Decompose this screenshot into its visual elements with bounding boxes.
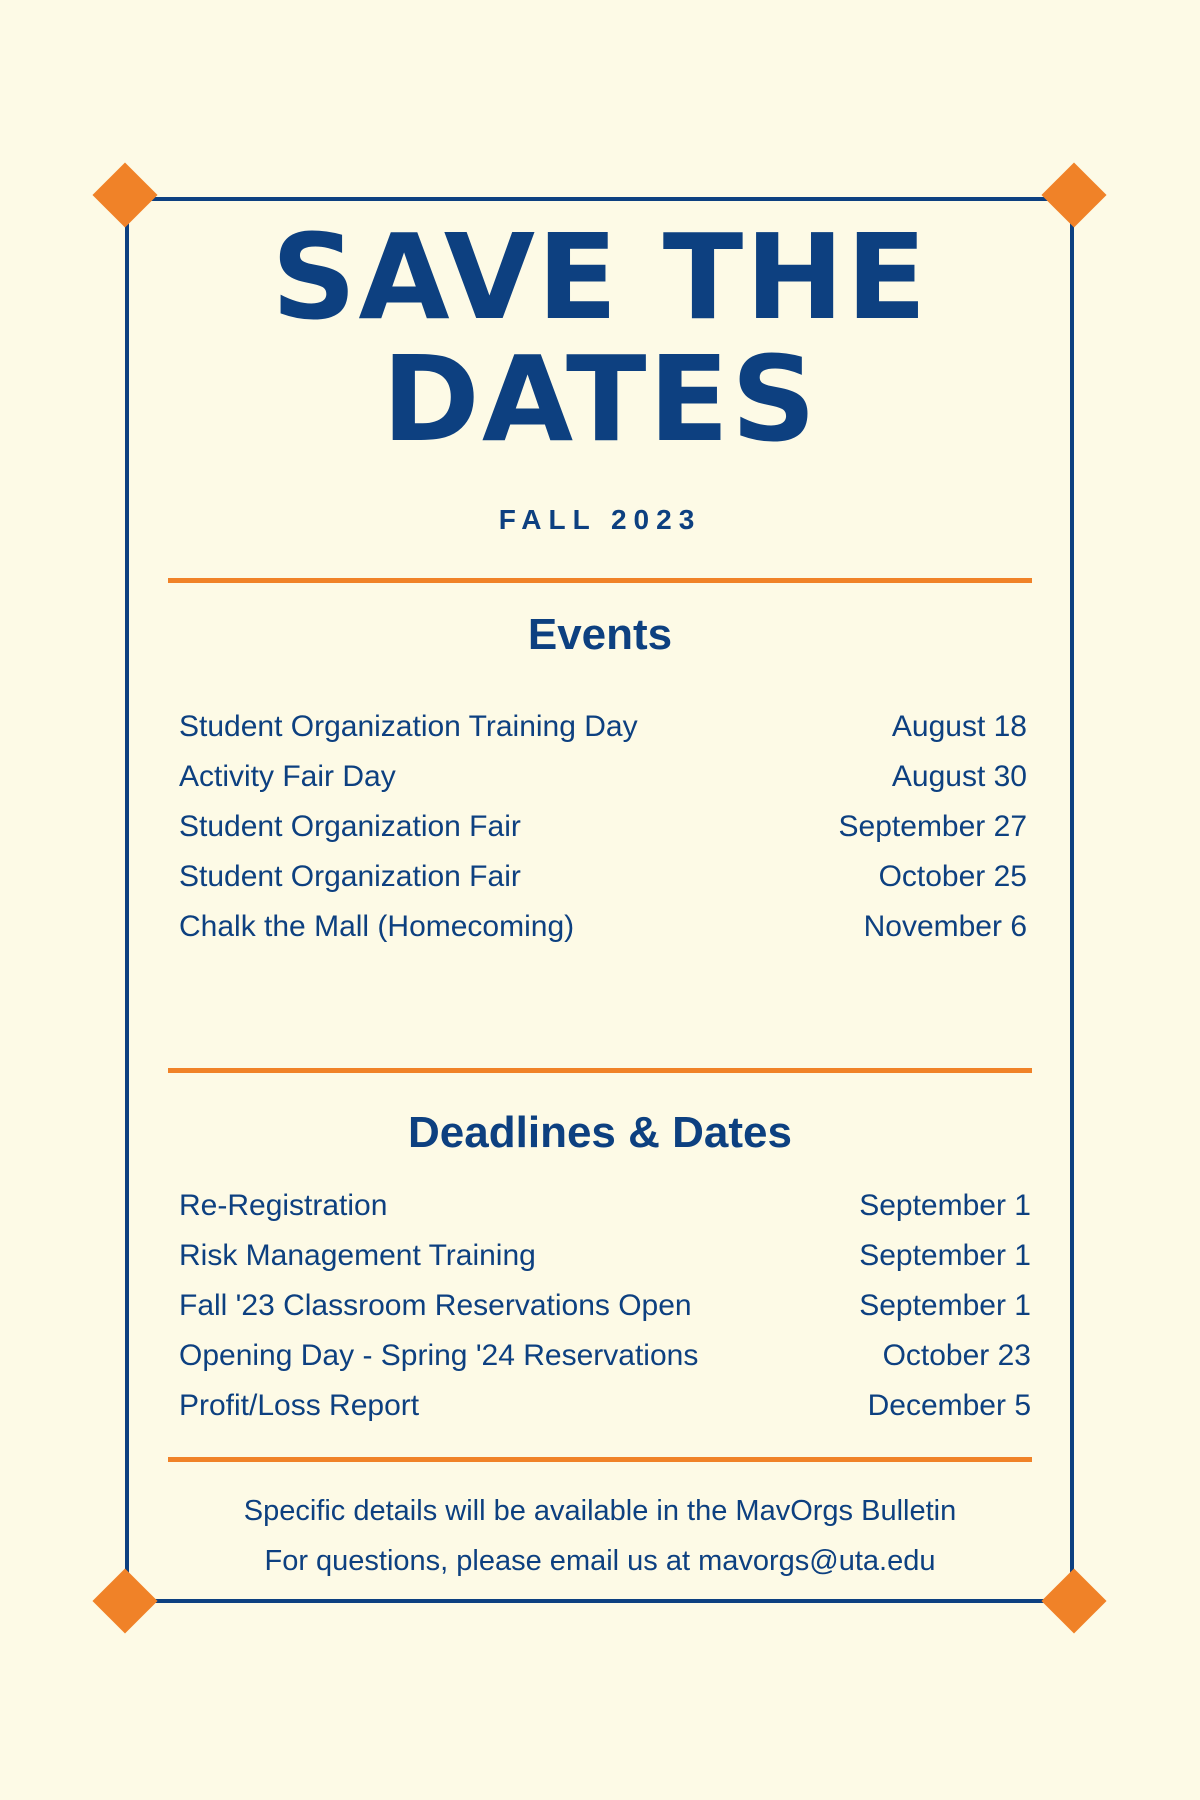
deadline-row bbox=[179, 1281, 1031, 1331]
deadline-name: Risk Management Training bbox=[179, 1239, 536, 1272]
deadline-row bbox=[179, 1231, 1031, 1281]
event-name: Activity Fair Day bbox=[179, 760, 396, 793]
event-row bbox=[179, 902, 1027, 952]
deadline-row bbox=[179, 1331, 1031, 1381]
divider-bottom bbox=[168, 1457, 1032, 1462]
deadline-name: Opening Day - Spring '24 Reservations bbox=[179, 1339, 699, 1372]
event-row bbox=[179, 752, 1027, 802]
deadline-name: Fall '23 Classroom Reservations Open bbox=[179, 1289, 692, 1322]
event-date: August 30 bbox=[891, 760, 1027, 793]
poster-subtitle: FALL 2023 bbox=[498, 504, 702, 535]
event-date: October 25 bbox=[878, 860, 1027, 893]
events-list bbox=[179, 702, 1027, 952]
event-name: Student Organization Fair bbox=[179, 860, 521, 893]
event-row bbox=[179, 852, 1027, 902]
deadline-date: December 5 bbox=[867, 1389, 1031, 1422]
deadline-name: Profit/Loss Report bbox=[179, 1389, 420, 1422]
divider-top bbox=[168, 578, 1032, 583]
deadline-row bbox=[179, 1181, 1031, 1231]
event-name: Student Organization Training Day bbox=[179, 710, 638, 743]
footer-line-bulletin: Specific details will be available in the MavOrgs Bulletin bbox=[243, 1495, 957, 1527]
event-name: Chalk the Mall (Homecoming) bbox=[179, 910, 575, 943]
event-date: August 18 bbox=[891, 710, 1027, 743]
event-date: September 27 bbox=[838, 810, 1027, 843]
footer-line-contact: For questions, please email us at mavorgs@uta.edu bbox=[264, 1545, 936, 1577]
event-name: Student Organization Fair bbox=[179, 810, 521, 843]
title-line-2: DATES bbox=[381, 330, 819, 468]
deadline-row bbox=[179, 1381, 1031, 1431]
footer-note bbox=[0, 1486, 1200, 1586]
deadline-date: September 1 bbox=[859, 1189, 1031, 1222]
deadline-date: September 1 bbox=[859, 1289, 1031, 1322]
event-date: November 6 bbox=[863, 910, 1027, 943]
event-row bbox=[179, 702, 1027, 752]
deadline-name: Re-Registration bbox=[179, 1189, 388, 1222]
poster-title bbox=[0, 208, 1200, 468]
event-row bbox=[179, 802, 1027, 852]
divider-middle bbox=[168, 1068, 1032, 1073]
title-line-1: SAVE THE bbox=[271, 208, 929, 346]
deadline-date: October 23 bbox=[882, 1339, 1031, 1372]
deadline-date: September 1 bbox=[859, 1239, 1031, 1272]
deadlines-heading: Deadlines & Dates bbox=[408, 1108, 792, 1157]
deadlines-list bbox=[179, 1181, 1031, 1431]
events-heading: Events bbox=[527, 610, 673, 659]
